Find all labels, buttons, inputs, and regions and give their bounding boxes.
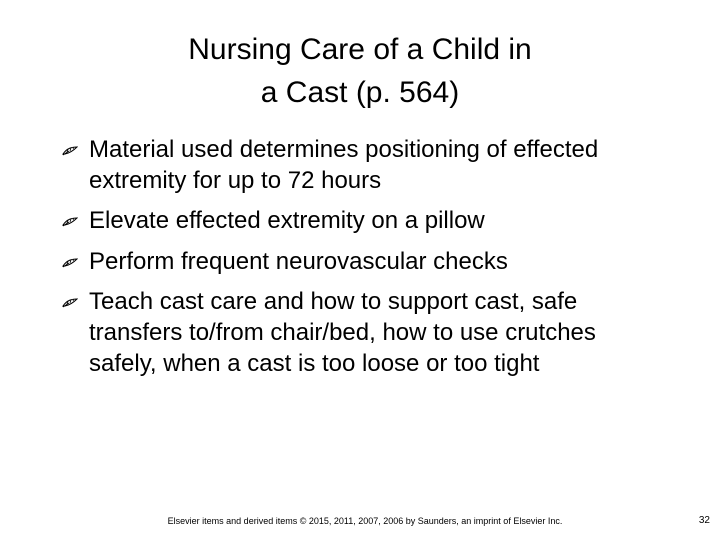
bullet-text: Material used determines positioning of effected extremity for up to 72 hours — [89, 136, 599, 194]
feather-bullet-icon — [62, 217, 78, 227]
bullet-text: Perform frequent neurovascular checks — [89, 248, 508, 275]
bullet-text: Teach cast care and how to support cast, safe transfers to/from chair/bed, how to use crutches safely, when a cast is too loose or too tight — [89, 288, 596, 377]
bullet-item — [62, 286, 662, 379]
bullet-item — [62, 205, 662, 236]
slide-title-line-1: Nursing Care of a Child in — [188, 33, 532, 66]
bullet-text: Elevate effected extremity on a pillow — [89, 207, 485, 234]
feather-bullet-icon — [62, 298, 78, 308]
slide-title-line-2: a Cast (p. 564) — [260, 76, 460, 109]
slide-title — [100, 28, 620, 114]
bullet-item — [62, 246, 662, 277]
page-number: 32 — [698, 515, 710, 526]
bullet-list — [62, 134, 662, 388]
feather-bullet-icon — [62, 146, 78, 156]
bullet-item — [62, 134, 662, 196]
feather-bullet-icon — [62, 258, 78, 268]
copyright-footer: Elsevier items and derived items © 2015, 2011, 2007, 2006 by Saunders, an imprint of Elsevier Inc. — [167, 516, 563, 526]
